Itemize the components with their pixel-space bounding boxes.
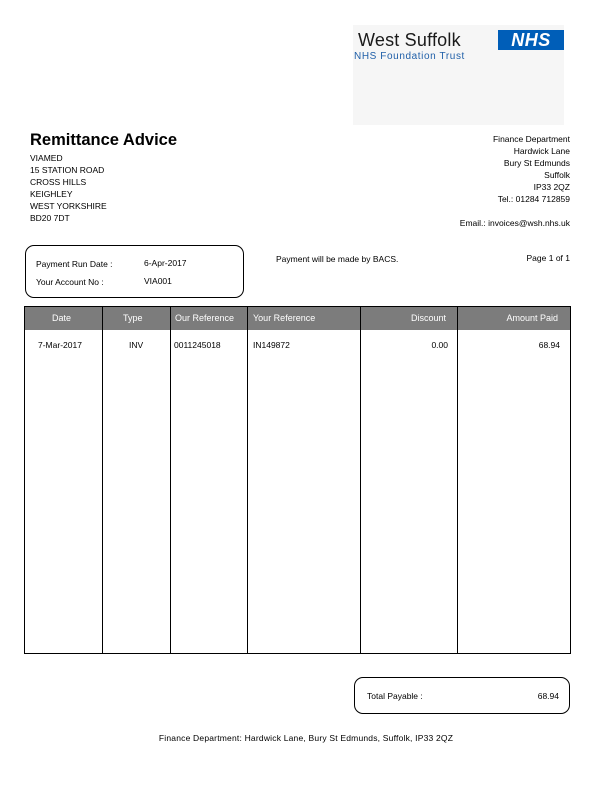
header-your-reference: Your Reference xyxy=(253,313,316,323)
page-number: Page 1 of 1 xyxy=(526,253,570,263)
column-divider xyxy=(247,307,248,653)
column-divider xyxy=(170,307,171,653)
address-line: BD20 7DT xyxy=(30,213,70,223)
nhs-logo-badge: NHS xyxy=(498,30,564,50)
header-amount-paid: Amount Paid xyxy=(506,313,558,323)
column-divider xyxy=(102,307,103,653)
recipient-address xyxy=(30,152,107,224)
sender-line: Finance Department xyxy=(492,134,570,144)
table-header xyxy=(25,307,570,330)
sender-phone: Tel.: 01284 712859 xyxy=(497,194,570,204)
run-date-label: Payment Run Date : xyxy=(36,259,113,269)
address-line: KEIGHLEY xyxy=(30,189,73,199)
header-discount: Discount xyxy=(410,313,446,323)
remittance-table xyxy=(24,306,571,654)
trust-name: West Suffolk xyxy=(358,30,461,50)
address-line: VIAMED xyxy=(30,153,63,163)
address-line: CROSS HILLS xyxy=(30,177,87,187)
sender-line: Bury St Edmunds xyxy=(503,158,570,168)
payment-method: Payment will be made by BACS. xyxy=(276,254,399,264)
total-payable-box xyxy=(354,677,570,714)
sender-address xyxy=(493,133,570,205)
cell-date: 7-Mar-2017 xyxy=(38,340,82,350)
page-footer: Finance Department: Hardwick Lane, Bury St Edmunds, Suffolk, IP33 2QZ xyxy=(158,733,454,743)
sender-line: IP33 2QZ xyxy=(533,182,570,192)
cell-our-reference: 0011245018 xyxy=(174,340,221,350)
run-date-value: 6-Apr-2017 xyxy=(144,258,187,268)
cell-discount: 0.00 xyxy=(431,340,448,350)
page-title: Remittance Advice xyxy=(30,131,178,149)
cell-type: INV xyxy=(129,340,144,350)
address-line: WEST YORKSHIRE xyxy=(30,201,107,211)
trust-subtitle: NHS Foundation Trust xyxy=(354,51,465,62)
cell-amount-paid: 68.94 xyxy=(538,340,560,350)
total-label: Total Payable : xyxy=(367,691,423,701)
column-divider xyxy=(360,307,361,653)
account-value: VIA001 xyxy=(144,276,172,286)
sender-email: Email.: invoices@wsh.nhs.uk xyxy=(459,218,570,228)
cell-your-reference: IN149872 xyxy=(253,340,290,350)
address-line: 15 STATION ROAD xyxy=(30,165,105,175)
sender-line: Hardwick Lane xyxy=(513,146,570,156)
header-our-reference: Our Reference xyxy=(175,313,235,323)
header-type: Type xyxy=(123,313,143,323)
account-label: Your Account No : xyxy=(36,277,104,287)
payment-run-box xyxy=(25,245,244,298)
sender-line: Suffolk xyxy=(544,170,570,180)
column-divider xyxy=(457,307,458,653)
header-date: Date xyxy=(52,313,72,323)
total-value: 68.94 xyxy=(537,691,559,701)
